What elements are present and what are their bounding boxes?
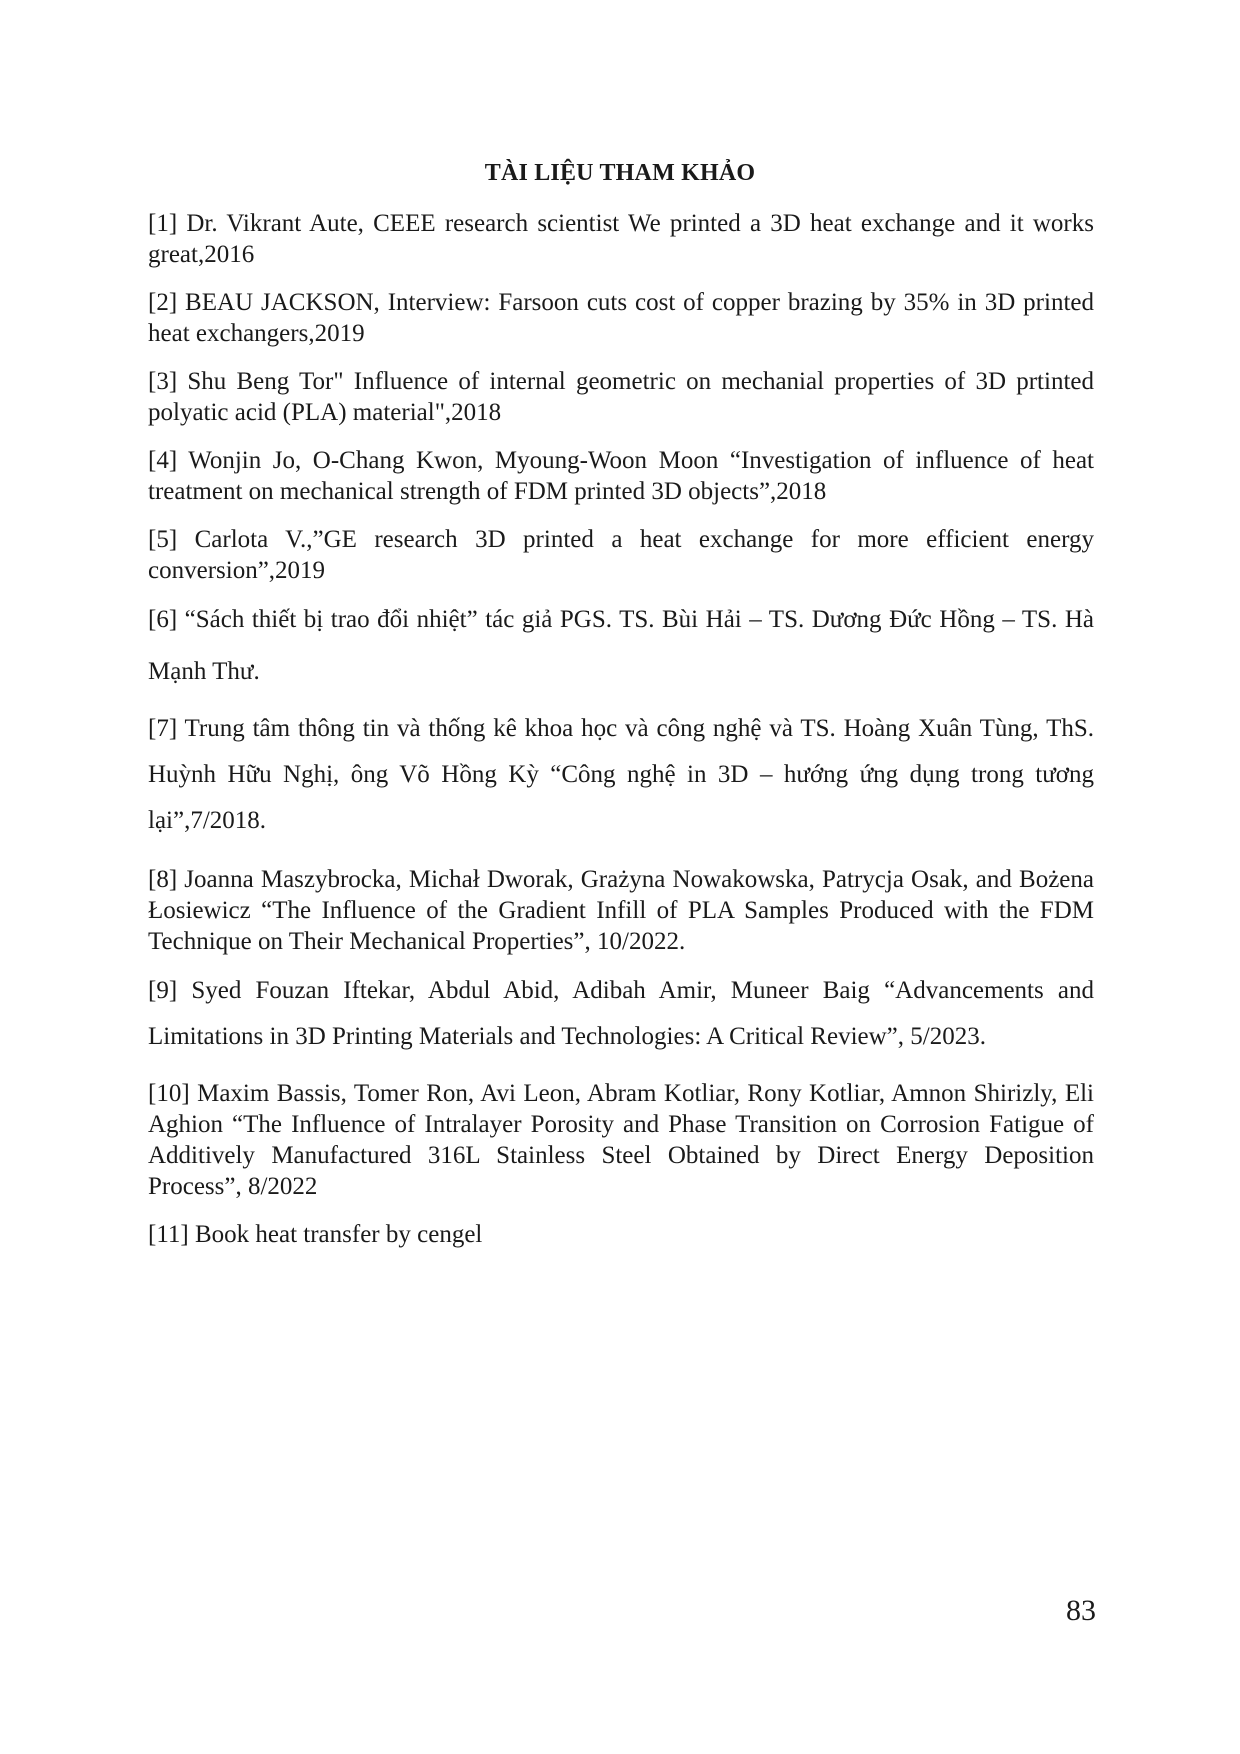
reference-item-4: [4] Wonjin Jo, O-Chang Kwon, Myoung-Woon Moon “Investigation of influence of heat treatment on mechanical strength of FDM printed 3D objects”,2018 — [148, 447, 1094, 505]
reference-item-6: [6] “Sách thiết bị trao đổi nhiệt” tác giả PGS. TS. Bùi Hải – TS. Dương Đức Hồng – TS. Hà Mạnh Thư. — [148, 606, 1094, 685]
reference-item-3: [3] Shu Beng Tor" Influence of internal geometric on mechanial properties of 3D prtinted polyatic acid (PLA) material",2018 — [148, 368, 1094, 426]
reference-item-9: [9] Syed Fouzan Iftekar, Abdul Abid, Adibah Amir, Muneer Baig “Advancements and Limitations in 3D Printing Materials and Technologies: A Critical Review”, 5/2023. — [148, 977, 1094, 1050]
reference-item-7: [7] Trung tâm thông tin và thống kê khoa học và công nghệ và TS. Hoàng Xuân Tùng, ThS. Huỳnh Hữu Nghị, ông Võ Hồng Kỳ “Công nghệ in 3D – hướng ứng dụng trong tương lại”,7/2018. — [148, 715, 1094, 834]
page-title: TÀI LIỆU THAM KHẢO — [484, 160, 756, 186]
reference-item-2: [2] BEAU JACKSON, Interview: Farsoon cuts cost of copper brazing by 35% in 3D printed heat exchangers,2019 — [148, 289, 1094, 347]
reference-item-10: [10] Maxim Bassis, Tomer Ron, Avi Leon, Abram Kotliar, Rony Kotliar, Amnon Shirizly, Eli Aghion “The Influence of Intralayer Porosity and Phase Transition on Corrosion Fatigue of Additively Manufactured 316L Stainless Steel Obtained by Direct Energy Deposition Process”, 8/2022 — [148, 1080, 1094, 1200]
reference-item-8: [8] Joanna Maszybrocka, Michał Dworak, Grażyna Nowakowska, Patrycja Osak, and Bożena Łosiewicz “The Influence of the Gradient Infill of PLA Samples Produced with the FDM Technique on Their Mechanical Properties”, 10/2022. — [148, 866, 1094, 955]
reference-item-11: [11] Book heat transfer by cengel — [148, 1221, 483, 1248]
reference-list — [148, 208, 1094, 1267]
page-number: 83 — [1066, 1594, 1096, 1627]
reference-item-1: [1] Dr. Vikrant Aute, CEEE research scientist We printed a 3D heat exchange and it works great,2016 — [148, 210, 1094, 268]
reference-item-5: [5] Carlota V.,”GE research 3D printed a heat exchange for more efficient energy conversion”,2019 — [148, 526, 1094, 584]
